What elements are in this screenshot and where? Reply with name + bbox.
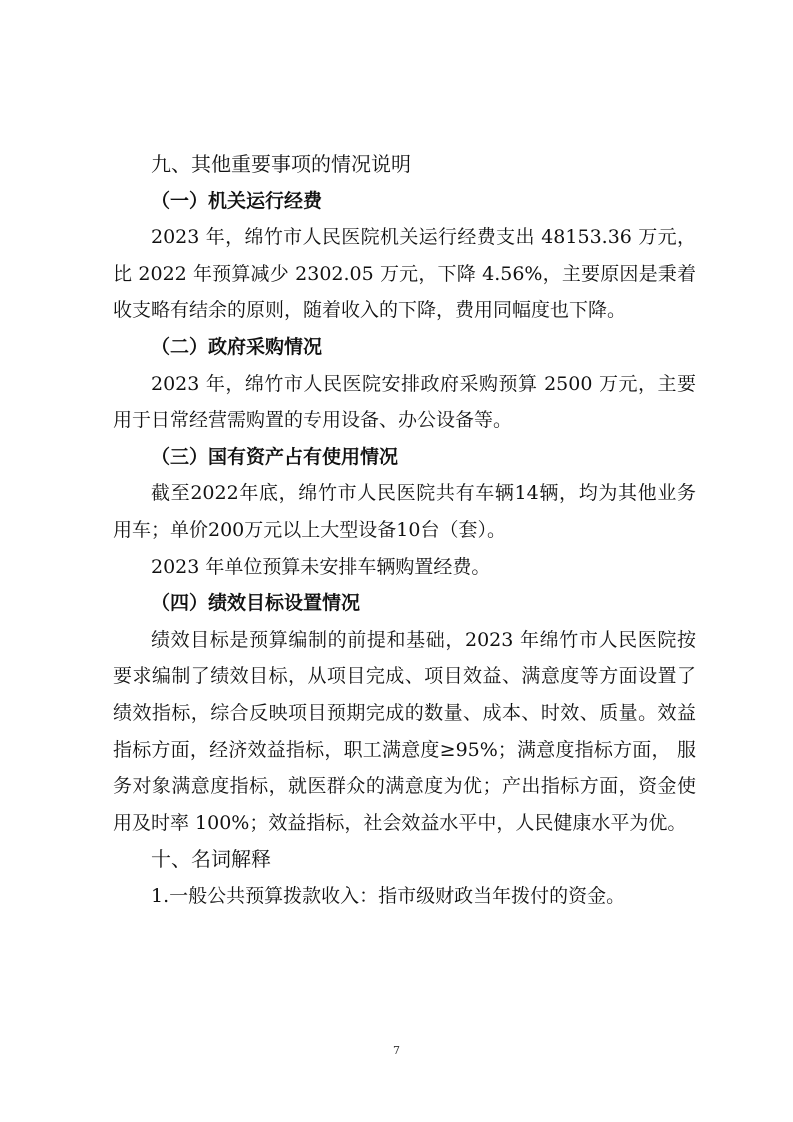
page-number: 7 — [393, 1044, 400, 1057]
subsection-3-title: （三）国有资产占有使用情况 — [151, 445, 399, 468]
subsection-3-body-2: 2023 年单位预算未安排车辆购置经费。 — [151, 555, 491, 578]
subsection-2-title: （二）政府采购情况 — [151, 335, 323, 358]
section-9-heading: 九、其他重要事项的情况说明 — [151, 152, 411, 176]
subsection-4-title: （四）绩效目标设置情况 — [151, 592, 361, 615]
subsection-1-title: （一）机关运行经费 — [151, 189, 323, 212]
glossary-item-1: 1.一般公共预算拨款收入：指市级财政当年拨付的资金。 — [151, 884, 626, 907]
subsection-4-body: 绩效目标是预算编制的前提和基础，2023 年绵竹市人民医院按要求编制了绩效目标，从项目完成、项目效益、满意度等方面设置了绩效指标，综合反映项目预期完成的数量、成本、时效、质量。效益指标方面，经济效益指标，职工满意度≥95%；满意度指标方面， 服务对象满意度指标，就医群众的满意度为优；产出指标方面，资金使用及时率 100%；效益指标，社会效益水平中，人民健康水平为优。 — [113, 628, 696, 834]
subsection-1-body: 2023 年，绵竹市人民医院机关运行经费支出 48153.36 万元，比 2022 年预算减少 2302.05 万元，下降 4.56%，主要原因是秉着收支略有结余的原则，随着收入的下降，费用同幅度也下降。 — [113, 226, 696, 322]
subsection-3-body-1: 截至2022年底，绵竹市人民医院共有车辆14辆，均为其他业务用车；单价200万元以上大型设备10台（套）。 — [113, 482, 696, 541]
section-10-heading: 十、名词解释 — [151, 847, 271, 872]
subsection-2-body: 2023 年，绵竹市人民医院安排政府采购预算 2500 万元，主要用于日常经营需购置的专用设备、办公设备等。 — [113, 372, 696, 432]
document-body — [113, 146, 696, 914]
